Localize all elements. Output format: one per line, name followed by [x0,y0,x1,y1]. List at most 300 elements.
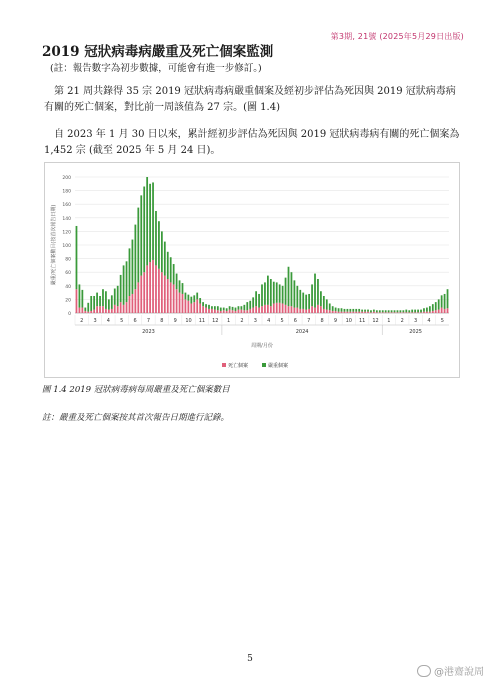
severe-bar [84,308,86,311]
severe-bar [408,310,410,312]
severe-bar [129,248,131,296]
severe-bar [229,306,231,309]
severe-bar [146,177,148,265]
severe-bar [199,298,201,303]
death-bar [126,302,128,313]
severe-bar [264,282,266,304]
death-bar [132,294,134,313]
death-bar [199,303,201,313]
death-bar [111,309,113,313]
severe-bar [438,299,440,309]
death-bar [397,312,399,313]
severe-bar [258,294,260,308]
death-bar [255,306,257,313]
year-label: 2023 [142,329,155,335]
severe-bar [232,307,234,310]
severe-bar [214,306,216,309]
severe-bar [355,309,357,312]
month-label: 2 [400,318,404,324]
death-bar [264,305,266,313]
month-label: 2 [240,318,244,324]
severe-bar [179,280,181,292]
month-label: 11 [358,318,366,324]
month-label: 11 [198,318,206,324]
death-bar [391,312,393,313]
month-label: 3 [93,318,97,324]
death-bar [320,306,322,313]
death-bar [438,310,440,313]
severe-bar [282,286,284,304]
severe-bar [182,283,184,294]
death-bar [285,305,287,313]
severe-bar [414,310,416,313]
severe-bar [320,291,322,306]
death-bar [87,312,89,313]
month-label: 9 [173,318,177,324]
death-bar [405,312,407,313]
death-bar [441,308,443,313]
severe-bar [161,231,163,272]
severe-bar [358,309,360,312]
page-title: 2019 冠狀病毒病嚴重及死亡個案監測 [42,44,274,60]
weekly-cases-chart [44,162,460,378]
death-bar [243,310,245,313]
y-axis-label: 嚴重/死亡個案數目(按首次報告日期) [51,204,57,286]
death-bar [99,306,101,313]
severe-bar [261,284,263,306]
death-bar [241,310,243,313]
death-bar [90,311,92,313]
death-bar [270,306,272,313]
severe-bar [152,182,154,260]
severe-bar [373,310,375,312]
death-bar [211,309,213,313]
death-bar [414,312,416,313]
death-bar [129,296,131,313]
death-bar [193,302,195,313]
severe-bar [441,295,443,307]
severe-bar [202,302,204,306]
y-tick-label: 200 [62,176,71,181]
death-bar [173,284,175,313]
death-bar [394,312,396,313]
severe-bar [400,310,402,312]
death-bar [220,311,222,313]
severe-bar [81,290,83,308]
legend-severe-label: 嚴重個案 [268,363,289,369]
severe-bar [352,309,354,312]
death-bar [226,311,228,313]
year-label: 2025 [409,329,422,335]
severe-bar [143,187,145,273]
death-bar [84,311,86,313]
severe-bar [241,306,243,309]
severe-bar [76,226,78,289]
death-bar [291,306,293,313]
severe-bar [167,252,169,279]
death-bar [417,312,419,313]
severe-bar [435,302,437,310]
severe-bar [149,184,151,262]
severe-bar [423,308,425,311]
death-bar [96,306,98,313]
death-bar [335,311,337,313]
death-bar [134,289,136,313]
month-label: 4 [106,318,110,324]
month-label: 12 [372,318,379,324]
death-bar [229,310,231,313]
month-label: 6 [133,318,137,324]
month-label: 3 [414,318,418,324]
severe-bar [332,306,334,311]
death-bar [102,306,104,313]
death-bar [155,265,157,313]
death-bar [344,312,346,313]
death-bar [117,306,119,313]
death-bar [217,310,219,313]
month-label: 10 [185,318,192,324]
month-label: 7 [146,318,151,324]
death-bar [76,289,78,313]
severe-bar [158,221,160,269]
severe-bar [123,265,125,304]
death-bar [426,312,428,313]
death-bar [402,312,404,313]
provisional-note: (註：報告數字為初步數據，可能會有進一步修訂。) [50,63,262,74]
death-bar [190,303,192,313]
severe-bar [397,310,399,312]
severe-bar [117,286,119,306]
month-label: 4 [427,318,431,324]
severe-bar [93,296,95,310]
death-bar [296,308,298,313]
death-bar [152,260,154,313]
death-bar [411,312,413,313]
month-label: 10 [345,318,353,324]
figure-caption: 圖 1.4 2019 冠狀病毒病每周嚴重及死亡個案數目 [42,385,230,395]
month-label: 4 [267,318,271,324]
severe-bar [388,310,390,312]
severe-bar [361,310,363,312]
watermark-text: @港齋說周 [434,667,484,678]
death-bar [338,312,340,313]
death-bar [81,308,83,313]
severe-bar [329,303,331,310]
month-label: 1 [387,318,391,324]
severe-bar [105,291,107,309]
month-label: 7 [307,318,311,324]
publication-info: 第3期, 21號 (2025年5月29日出版) [330,32,464,41]
severe-bar [220,308,222,311]
severe-bar [267,276,269,305]
death-bar [279,303,281,313]
severe-bar [311,284,313,306]
severe-bar [185,293,187,300]
death-bar [388,312,390,313]
severe-bar [246,302,248,310]
death-bar [146,265,148,313]
death-bar [299,309,301,313]
death-bar [302,309,304,313]
severe-bar [432,304,434,311]
y-tick-label: 40 [65,284,71,290]
death-bar [182,294,184,313]
death-bar [93,310,95,313]
month-label: 6 [293,318,297,324]
death-bar [308,309,310,313]
severe-bar [335,308,337,311]
severe-bar [364,310,366,312]
severe-bar [411,310,413,313]
severe-bar [173,264,175,284]
month-label: 8 [160,318,164,324]
death-bar [376,312,378,313]
death-bar [420,312,422,313]
month-label: 5 [280,318,284,324]
severe-bar [90,296,92,311]
death-bar [167,279,169,313]
severe-bar [126,261,128,302]
severe-bar [255,291,257,306]
death-bar [429,312,431,313]
death-bar [367,312,369,313]
death-bar [120,302,122,313]
severe-bar [394,310,396,312]
death-bar [288,306,290,313]
severe-bar [252,297,254,307]
death-bar [232,310,234,313]
severe-bar [279,284,281,302]
legend-severe-swatch [262,363,266,367]
severe-bar [164,242,166,276]
death-bar [314,308,316,313]
death-bar [246,310,248,313]
death-bar [447,308,449,313]
death-bar [143,272,145,313]
severe-bar [391,310,393,312]
severe-bar [426,308,428,312]
severe-bar [317,279,319,305]
y-tick-label: 80 [65,257,71,263]
severe-bar [99,296,101,306]
severe-bar [308,294,310,309]
death-bar [196,299,198,313]
death-bar [208,309,210,313]
death-bar [185,299,187,313]
severe-bar [402,310,404,312]
severe-bar [420,310,422,313]
death-bar [408,312,410,313]
death-bar [329,310,331,313]
severe-bar [155,211,157,265]
y-tick-label: 0 [68,312,71,317]
year-label: 2024 [295,329,309,335]
death-bar [202,306,204,313]
severe-bar [338,308,340,311]
severe-bar [273,282,275,304]
severe-bar [270,279,272,306]
severe-bar [299,290,301,309]
death-bar [140,276,142,313]
severe-bar [226,308,228,311]
severe-bar [376,310,378,312]
severe-bar [444,294,446,309]
severe-bar [108,299,110,309]
severe-bar [349,309,351,312]
severe-bar [367,310,369,312]
severe-bar [379,310,381,312]
severe-bar [196,293,198,300]
watermark [417,663,484,678]
death-bar [258,308,260,313]
month-label: 5 [120,318,124,324]
severe-bar [382,310,384,312]
death-bar [379,312,381,313]
death-bar [261,306,263,313]
severe-bar [314,274,316,308]
death-bar [114,305,116,313]
y-tick-label: 140 [62,216,71,222]
month-label: 12 [212,318,219,324]
death-bar [170,282,172,313]
weibo-logo-icon [417,665,431,677]
death-bar [305,310,307,313]
death-bar [252,308,254,313]
severe-bar [235,308,237,311]
death-bar [347,312,349,313]
death-bar [137,282,139,313]
death-bar [123,305,125,313]
death-bar [164,276,166,313]
page-number: 5 [247,654,253,664]
death-bar [364,312,366,313]
death-bar [400,312,402,313]
severe-bar [208,305,210,309]
death-bar [267,305,269,313]
death-bar [435,310,437,313]
death-bar [179,293,181,313]
death-bar [158,269,160,313]
severe-bar [102,289,104,306]
severe-bar [170,257,172,282]
severe-bar [296,286,298,308]
month-label: 3 [253,318,257,324]
death-bar [382,312,384,313]
death-bar [249,309,251,313]
x-axis-label: 周期/月份 [251,343,273,349]
death-bar [311,306,313,313]
severe-bar [341,308,343,311]
severe-bar [276,282,278,302]
severe-bar [193,295,195,302]
month-label: 5 [440,318,444,324]
severe-bar [217,306,219,310]
death-bar [355,312,357,313]
severe-bar [294,280,296,307]
severe-bar [344,309,346,312]
severe-bar [79,284,81,307]
severe-bar [326,299,328,309]
month-label: 1 [227,318,231,324]
death-bar [105,309,107,313]
chart-svg [45,163,459,377]
severe-bar [137,208,139,283]
severe-bar [96,293,98,307]
death-bar [358,312,360,313]
death-bar [205,308,207,313]
cumulative-deaths-paragraph: 自 2023 年 1 月 30 日以來，累計經初步評估為死因與 2019 冠狀病毒病有關的死亡個案為 1,452 宗 (截至 2025 年 5 月 24 日)。 [44,129,460,156]
severe-bar [190,297,192,304]
severe-bar [285,278,287,305]
severe-bar [385,310,387,312]
severe-bar [238,306,240,309]
death-bar [223,310,225,313]
y-tick-label: 100 [62,244,71,249]
y-tick-label: 120 [62,230,71,236]
severe-bar [405,310,407,313]
death-bar [161,272,163,313]
death-bar [332,311,334,313]
death-bar [352,312,354,313]
month-label: 9 [333,318,338,324]
death-bar [108,310,110,313]
death-bar [373,312,375,313]
death-bar [238,310,240,313]
death-bar [79,308,81,313]
death-bar [370,312,372,313]
severe-bar [291,272,293,306]
severe-bar [223,308,225,311]
severe-bar [249,301,251,309]
severe-bar [114,289,116,305]
death-bar [423,312,425,313]
death-bar [444,309,446,313]
severe-bar [132,240,134,294]
y-tick-label: 20 [65,298,71,304]
severe-bar [140,195,142,275]
death-bar [361,312,363,313]
legend-death-swatch [222,363,226,367]
month-label: 2 [80,318,84,324]
death-bar [235,311,237,313]
severe-bar [370,310,372,312]
death-bar [187,301,189,313]
death-bar [282,303,284,313]
y-tick-label: 60 [65,271,71,277]
severe-bar [417,310,419,313]
y-tick-label: 160 [62,203,71,209]
severe-bar [302,293,304,309]
death-bar [176,289,178,313]
severe-bar [211,306,213,309]
severe-bar [87,303,89,312]
death-bar [149,262,151,313]
death-bar [341,312,343,313]
death-bar [276,303,278,313]
death-bar [326,310,328,313]
weekly-summary-paragraph: 第 21 周共錄得 35 宗 2019 冠狀病毒病嚴重個案及經初步評估為死因與 2019 冠狀病毒病有關的死亡個案，對比前一周該值為 27 宗。(圖 1.4) [44,86,456,113]
month-label: 8 [320,318,324,324]
severe-bar [305,295,307,310]
death-bar [349,312,351,313]
y-tick-label: 180 [62,189,71,195]
severe-bar [288,267,290,306]
severe-bar [120,275,122,302]
death-bar [432,311,434,313]
legend-death-label: 死亡個案 [228,363,249,369]
severe-bar [187,295,189,301]
severe-bar [111,295,113,309]
